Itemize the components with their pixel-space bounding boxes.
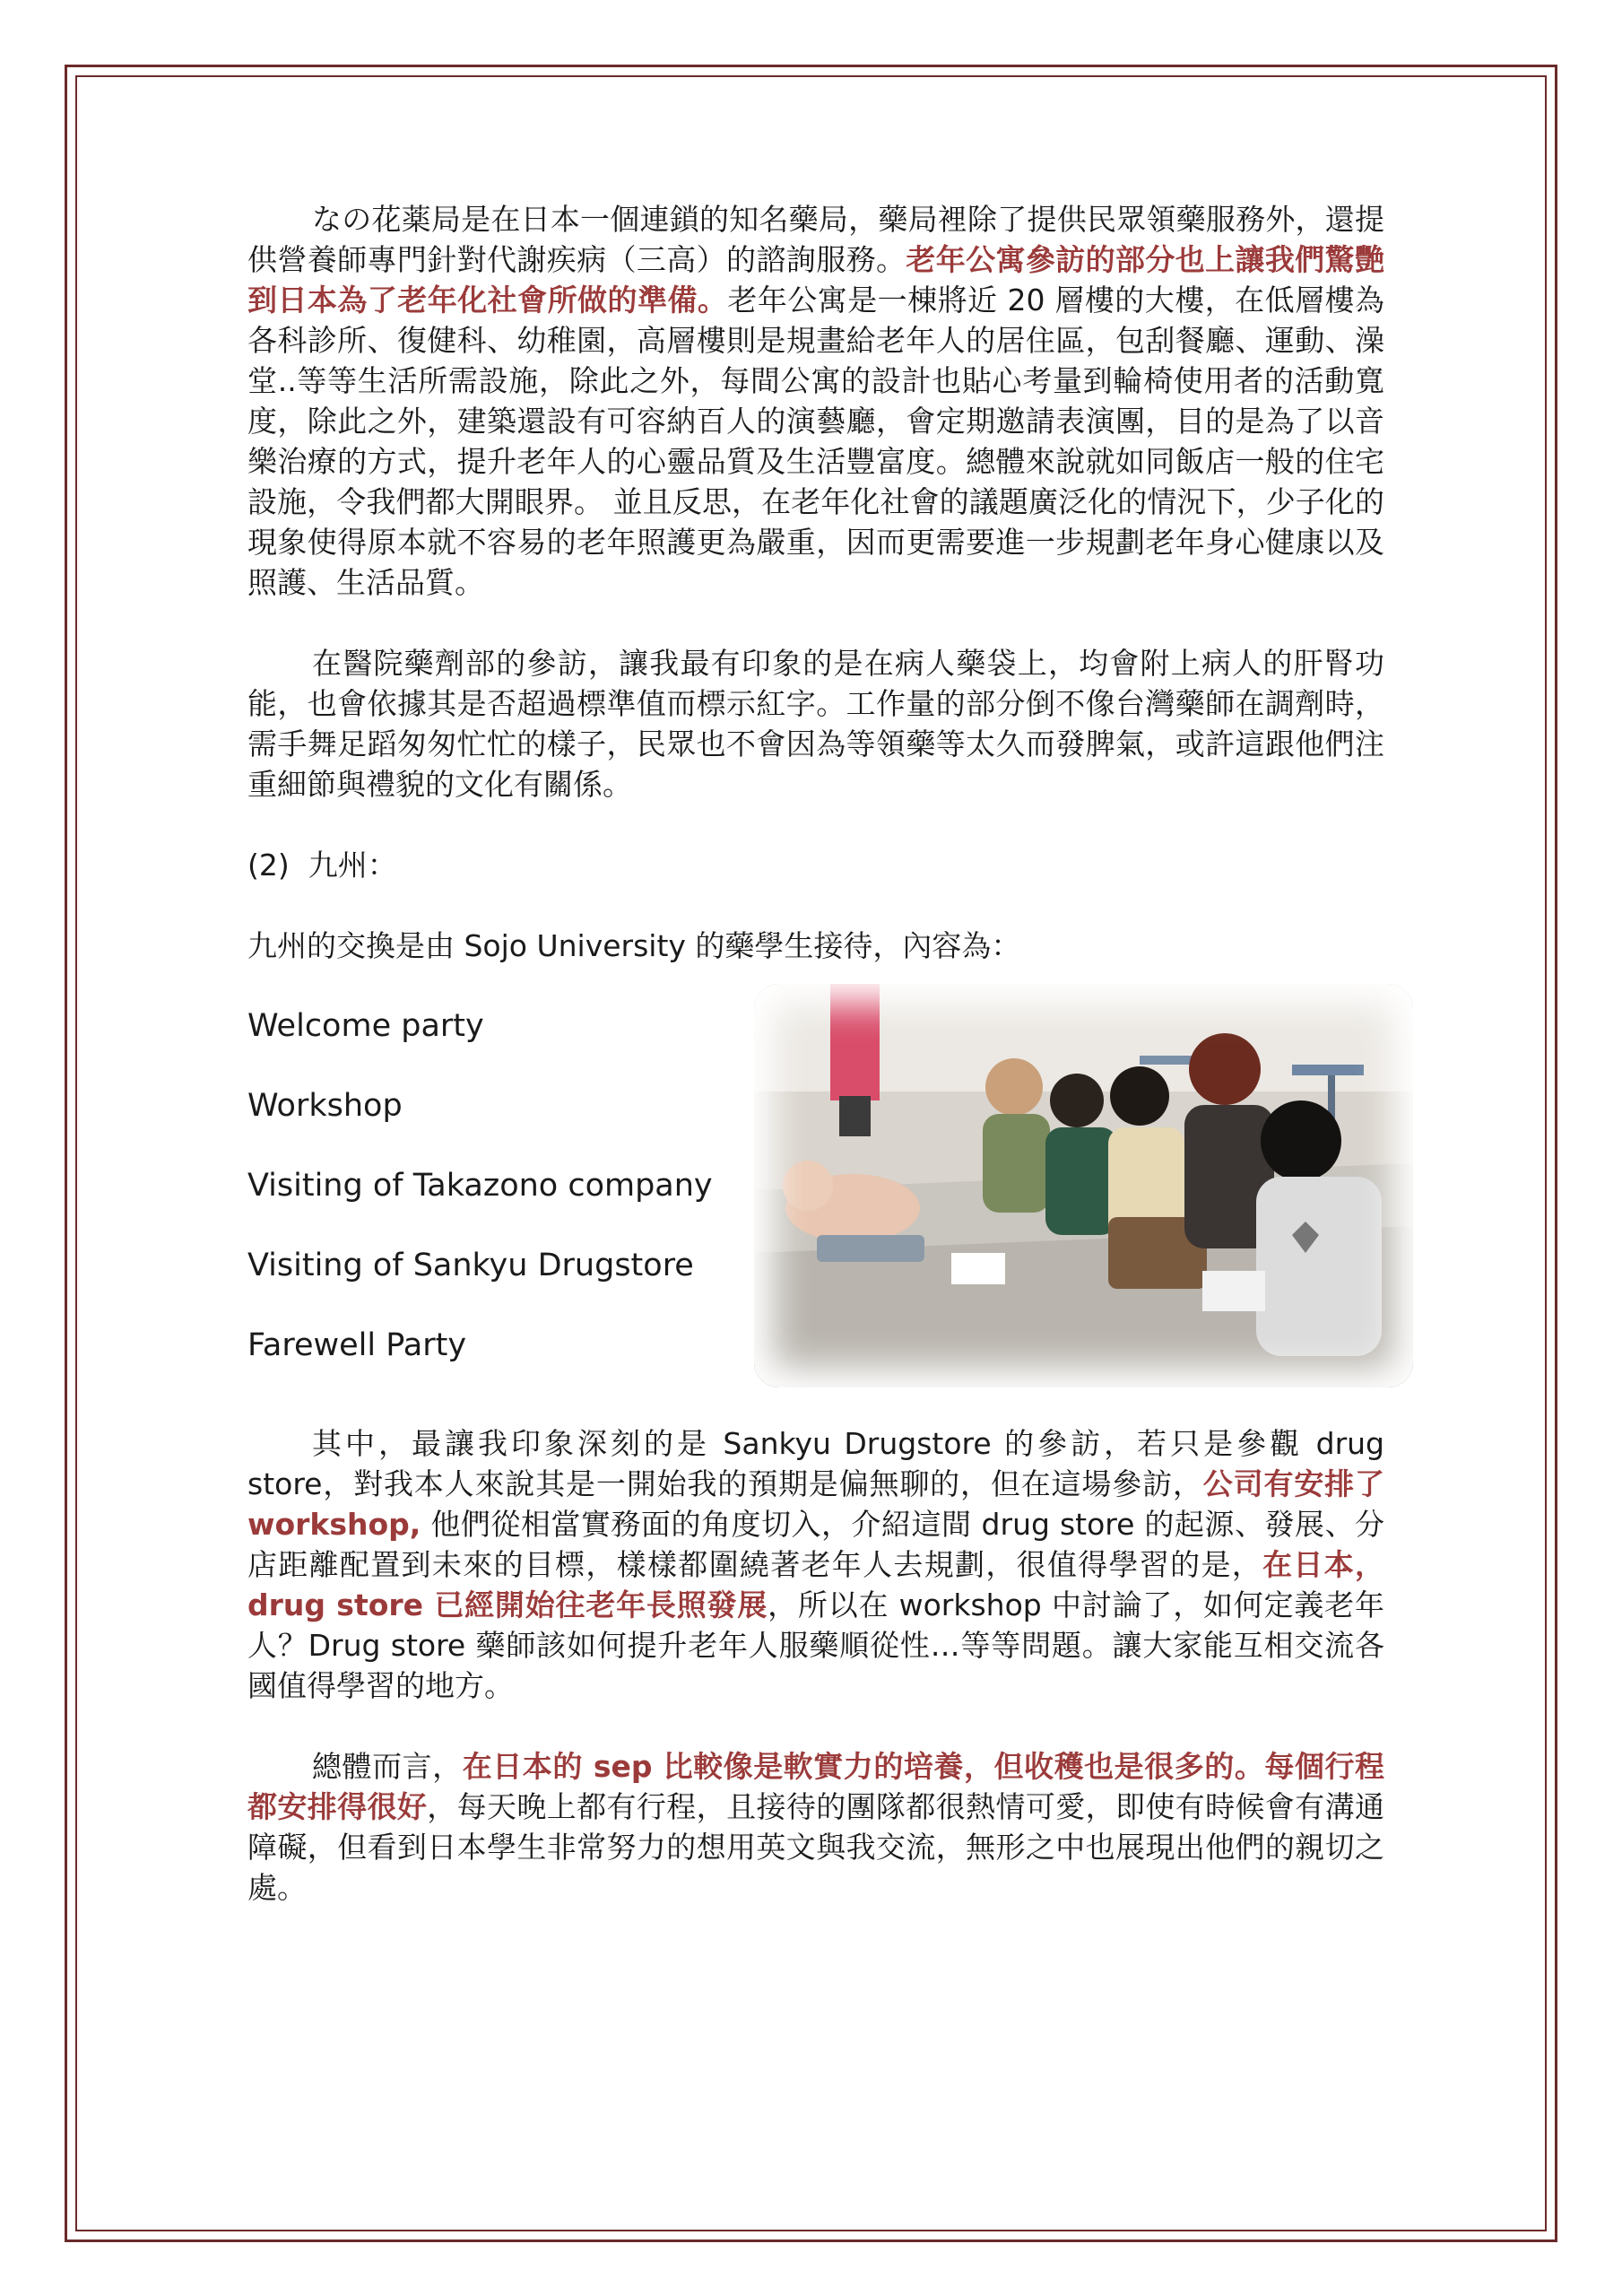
list-item: Farewell Party <box>247 1327 467 1363</box>
paragraph-conclusion <box>247 1746 1384 1908</box>
paragraph-text: 其中，最讓我印象深刻的是 Sankyu Drugstore 的參訪，若只是參觀 drug store，對我本人來說其是一開始我的預期是偏無聊的，但在這場參訪， <box>247 1426 1384 1501</box>
list-item: Welcome party <box>247 1008 484 1044</box>
highlighted-text: 老年公寓參訪的部分也上讓我們驚艷到日本為了老年化社會所做的準備。 <box>247 242 1385 317</box>
list-item: Workshop <box>247 1088 403 1124</box>
paragraph-hospital-pharmacy: 在醫院藥劑部的參訪，讓我最有印象的是在病人藥袋上，均會附上病人的肝腎功能，也會依據其是否超過標準值而標示紅字。工作量的部分倒不像台灣藥師在調劑時，需手舞足蹈匆匆忙忙的樣子，民眾也不會因為等領藥等太久而發脾氣，或許這跟他們注重細節與禮貌的文化有關係。 <box>247 646 1384 802</box>
paragraph-sankyu-drugstore <box>247 1423 1384 1706</box>
document-body <box>247 199 1384 1948</box>
paragraph-text: ，每天晚上都有行程，且接待的團隊都很熱情可愛，即使有時候會有溝通障礙，但看到日本學生非常努力的想用英文與我交流，無形之中也展現出他們的親切之處。 <box>247 1789 1385 1905</box>
paragraph-text: 他們從相當實務面的角度切入，介紹這間 drug store 的起源、發展、分店距離配置到未來的目標，樣樣都圍繞著老年人去規劃，很值得學習的是， <box>247 1507 1384 1582</box>
highlighted-text: 在日本，drug store 已經開始往老年長照發展 <box>247 1547 1385 1622</box>
paragraph-text: 老年公寓是一棟將近 20 層樓的大樓，在低層樓為各科診所、復健科、幼稚園，高層樓則是規畫給老年人的居住區，包刮餐廳、運動、澡堂..等等生活所需設施，除此之外，每間公寓的設計也貼心考量到輪椅使用者的活動寬度，除此之外，建築還設有可容納百人的演藝廳，會定期邀請表演團，目的是為了以音樂治療的方式，提升老年人的心靈品質及生活豐富度。總體來說就如同飯店一般的住宅設施，令我們都大開眼界。 並且反思，在老年化社會的議題廣泛化的情況下，少子化的現象使得原本就不容易的老年照護更為嚴重，因而更需要進一步規劃老年身心健康以及照護、生活品質。 <box>247 283 1384 600</box>
highlighted-text: 公司有安排了 workshop, <box>247 1466 1384 1542</box>
paragraph-nanohana-pharmacy <box>247 199 1384 603</box>
itinerary-block <box>247 1006 1384 1405</box>
kyushu-intro: 九州的交換是由 Sojo University 的藥學生接待，內容為： <box>247 928 1021 963</box>
paragraph-text: ，所以在 workshop 中討論了，如何定義老年人？Drug store 藥師該如何提升老年人服藥順從性…等等問題。讓大家能互相交流各國值得學習的地方。 <box>247 1587 1384 1703</box>
section-heading-kyushu: (2) 九州： <box>247 848 397 883</box>
list-item: Visiting of Sankyu Drugstore <box>247 1248 694 1283</box>
highlighted-text: 在日本的 sep 比較像是軟實力的培養，但收穫也是很多的。每個行程都安排得很好 <box>247 1749 1384 1824</box>
workshop-photo <box>754 984 1413 1387</box>
list-item: Visiting of Takazono company <box>247 1168 713 1204</box>
paragraph-text: なの花薬局是在日本一個連鎖的知名藥局，藥局裡除了提供民眾領藥服務外，還提供營養師專門針對代謝疾病（三高）的諮詢服務。 <box>247 202 1384 277</box>
itinerary-list <box>247 1006 750 1405</box>
paragraph-text: 總體而言， <box>312 1749 463 1784</box>
